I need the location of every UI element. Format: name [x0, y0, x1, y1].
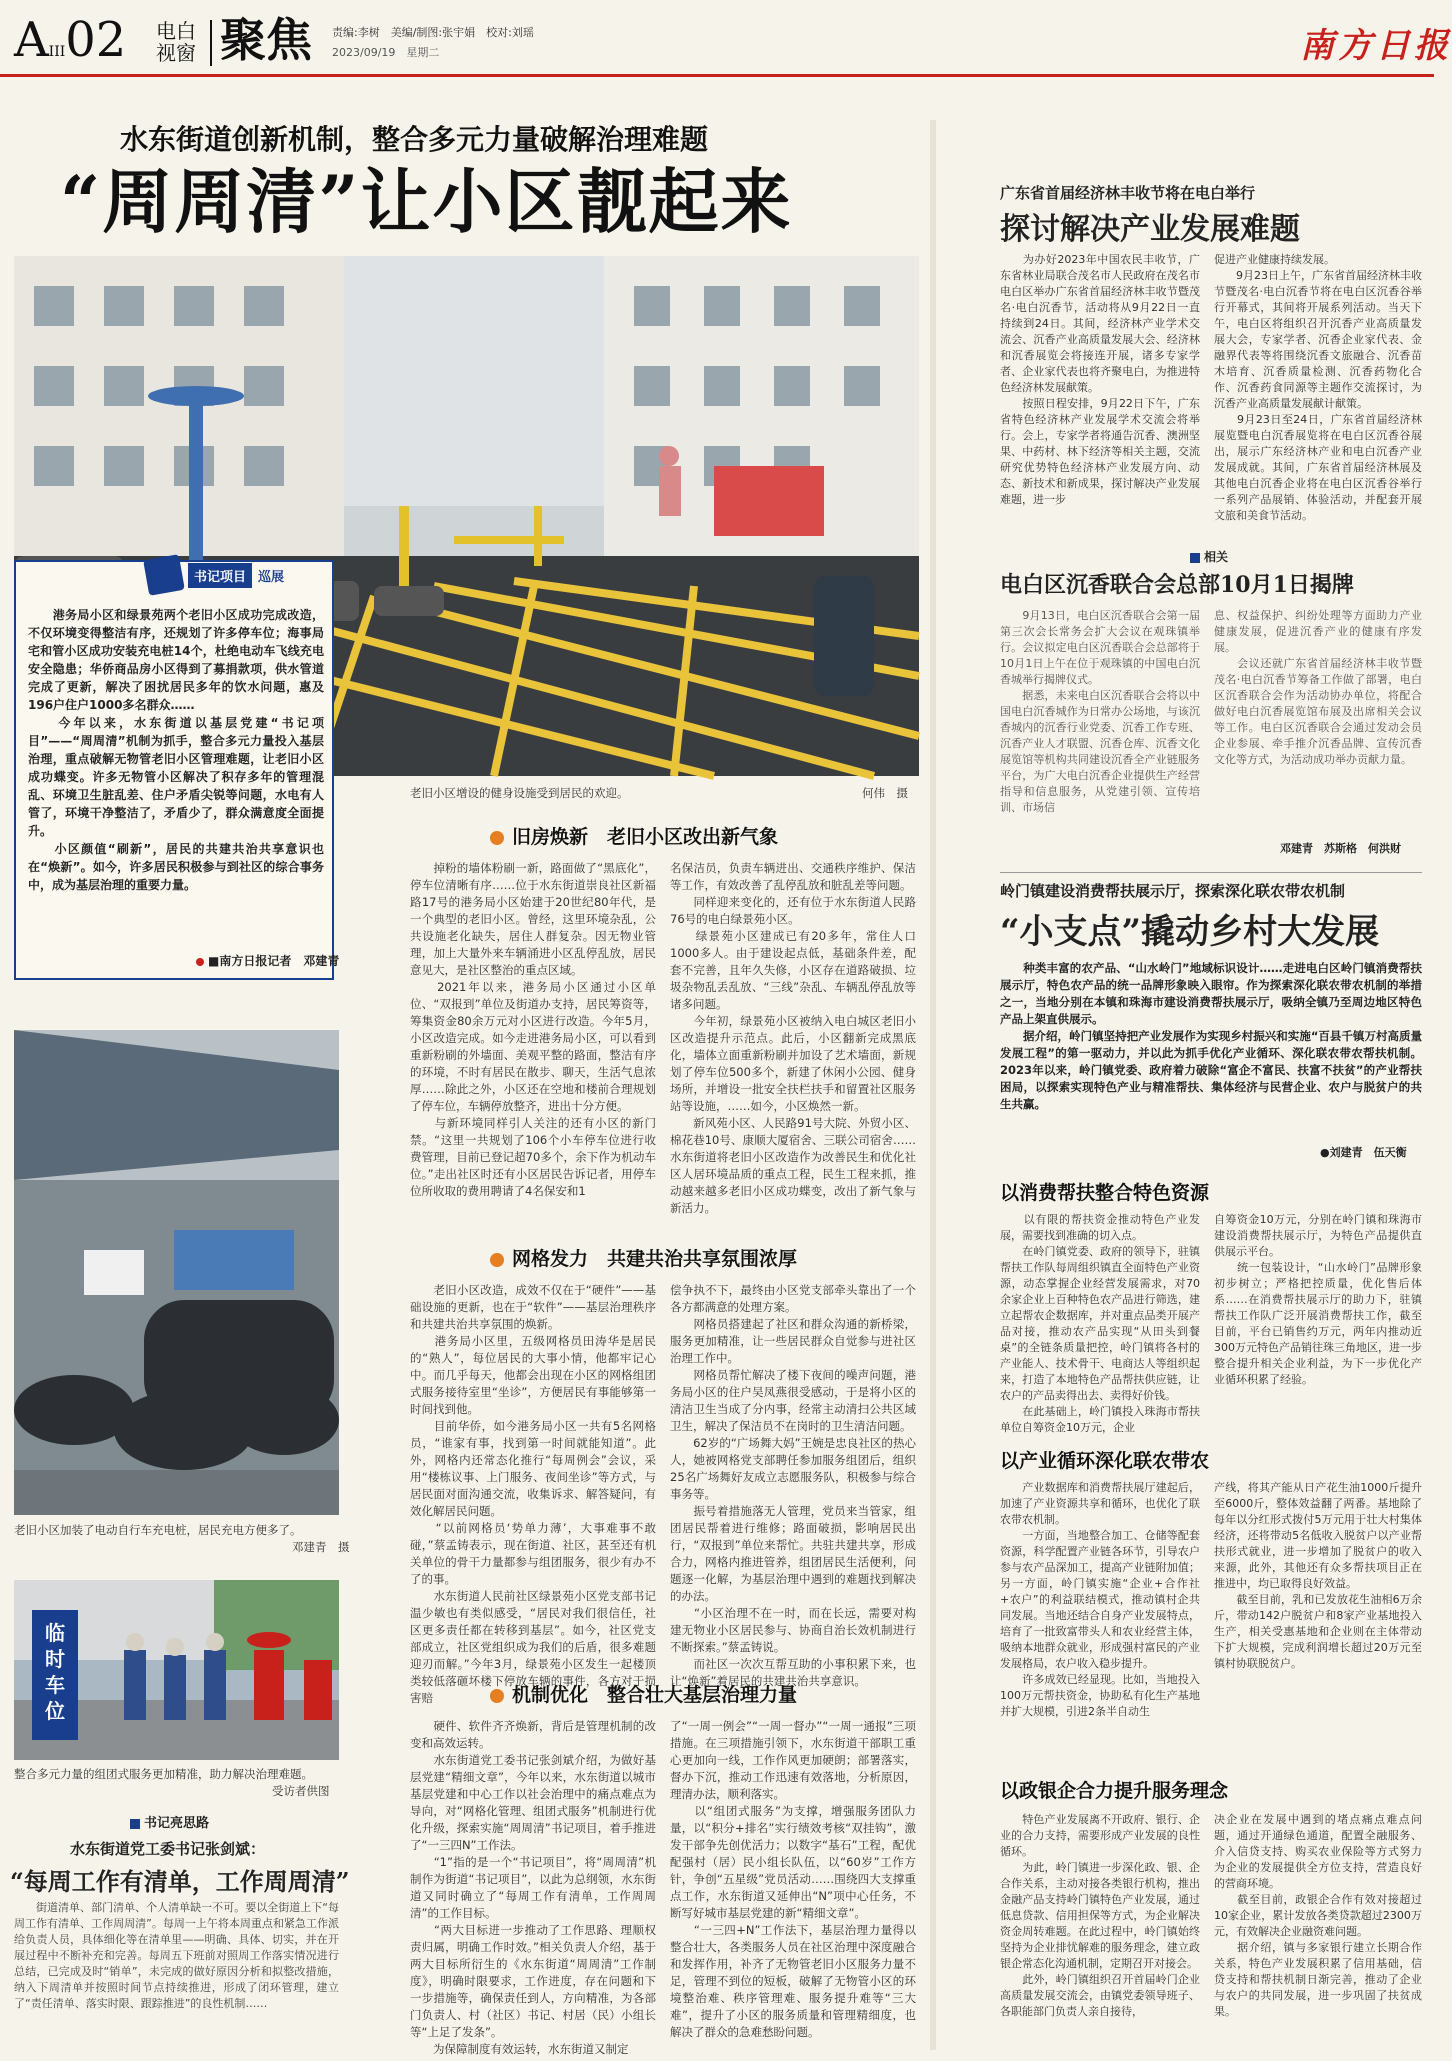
section-divider [210, 20, 212, 66]
photo-volunteers [14, 1580, 339, 1760]
badge [146, 560, 290, 590]
rb-sub3-text-b: 决企业在发展中遇到的堵点痛点难点问题，通过开通绿色通道，配置全融服务、介入信贷支持、购买农业保险等方式努力为企业的发展提供全方位支持，营造良好的营商环境。 截至目前，政银企合作有效对接超过10家企业，累计发放各类贷款超过2300万元，有效解决企业融资难问题。 据介绍，镇与多家银行建立长期合作关系，特色产业发展积累了信用基础，信贷支持和帮扶机制日渐完善，推动了企业与农户的共同发展，进一步巩固了扶贫成果。 [1214, 1813, 1422, 2018]
rb-sub2-text-b: 产线，将其产能从日产花生油1000斤提升至6000斤，整体效益翻了两番。基地除了每年以分红形式拨付5万元用于壮大村集体经济，还将带动5名低收入脱贫户以产业帮扶形式就业，进一步增加了脱贫户的收入来源，此外，其他还有众多帮扶项目正在推进中，均已取得良好效益。 截至目前，乳和已发放花生油相6万余斤，带动142户脱贫户和8家产业基地投入生产，相关受惠基地和企业则在主体带动下扩大规模，完成利润增长超过20万元至镇村协联脱贫户。 [1214, 1481, 1422, 1670]
related-label: 相关 [1190, 548, 1228, 565]
sec3-text-b: 了“一周一例会”“一周一督办”“一周一通报”三项措施。在三项措施引领下，水东街道干部职工重心更加向一线，工作作风更加硬朗；部署落实，督办下沉，推动工作迅速有效落地，分析原因，理清办法，顺利落实。 以“组团式服务”为支撑，增强服务团队力量，以“积分+排名”实行绩效考核“双挂钩”，激发干部争先创优活力；以数字“基石”工程，配优配强村（居）民小组长队伍，以“60岁”工作方针，争创“五星级”党员活动……围绕四大支撑重点工作，水东街道又延伸出“N”项中心任务，不断写好城市基层党建的新“精细文章”。 “一三四+N”工作法下，基层治理力量得以整合壮大，各类服务人员在社区治理中深度融合和发挥作用，补齐了无物管老旧小区服务力量不足，管理不到位的短板，破解了无物管小区的环境整治难、秩序管理难、服务提升难等“三大难”，提升了小区的服务质量和管理精细度，也解决了群众的急难愁盼问题。 [670, 1719, 916, 2039]
rb-sub2-text-a: 产业数据库和消费帮扶展厅建起后，加速了产业资源共享和循环，也优化了联农带农机制。 一方面，当地整合加工、仓储等配套资源，科学配置产业链各环节，引导农户参与农产品深加工，提高产业链附加值；另一方面，岭门镇实施“企业+合作社+农户”的利益联结模式，推动镇村企共同发展。当地还结合自身产业发展特点，培育了一批致富带头人和农业经营主体，吸纳本地群众就业，形成强村富民的产业发展格局，农户收入稳步提升。 许多成效已经显现。比如，当地投入100万元帮扶资金，协助私有化生产基地并扩大规模，引进2条半自动生 [1000, 1481, 1200, 1718]
sec2-title: 网格发力 共建共治共享氛围浓厚 [490, 1244, 797, 1271]
side-headline: “每周工作有清单，工作周周清” [10, 1867, 350, 1896]
photo3-credit: 受访者供图 [272, 1784, 330, 1798]
masthead [0, 0, 1452, 76]
rb-sub1: 以消费帮扶整合特色资源 [1000, 1182, 1210, 1204]
sec2-text-b: 偿争执不下，最终由小区党支部牵头靠出了一个各方都满意的处理方案。 网格员搭建起了社区和群众沟通的新桥梁，服务更加精准，让一些居民群众自觉参与进社区治理工作中。 网格员帮忙解决了楼下夜间的噪声问题，港务局小区的住户吴凤燕很受感动，于是将小区的清洁卫生当成了分内事，经常主动清扫公共区域卫生，解决了保洁员不在岗时的卫生清洁问题。 62岁的“广场舞大妈”王婉是忠良社区的热心人，她被网格党支部聘任参加服务组团后，组织25名广场舞好友成立志愿服务队，积极参与综合事务等。 振号着措施落无人管理，党员来当管家，组团居民帮着进行维修；路面破损，影响居民出行，“双报到”单位来帮忙。共驻共建共享，形成合力，网格内推进管养，组团居民生活便利，问题逐一化解，为基层治理中遇到的难题找到解决的办法。 “小区治理不在一时，而在长远，需要对构建无物业小区居民参与、协商自治长效机制进行不断探索。”蔡孟铸说。 而社区一次次互帮互助的小事积累下来，也让“焕新”着居民的共建共治共享意识。 [670, 1283, 916, 1688]
lead-box [14, 560, 340, 980]
photo1-caption: 老旧小区增设的健身设施受到居民的欢迎。 [410, 786, 629, 800]
lead-byline: ■南方日报记者 邓建青 [196, 952, 339, 969]
rt-kicker: 广东省首届经济林丰收节将在电白举行 [1000, 184, 1256, 202]
byline-dot [196, 958, 204, 966]
photo-charging-image [14, 1030, 339, 1515]
side-text: 街道清单、部门清单、个人清单缺一不可。要以全街道上下“每周工作有清单、工作周周清”。每周一上午将本周重点和紧急工作派给负责人员，具体细化等在清单里——明确、具体、切实，并在开展过程中不断补充和完善。每周五下班前对照周工作落实情况进行总结，已完成及时“销单”，未完成的做好原因分析和拟整改措施，纳入下周清单并按照时间节点持续推进，形成了闭环管理，建立了“责任清单、落实时限、跟踪推进”的良性机制…… [14, 1901, 339, 2010]
rb-byline: ●刘建青 伍天衡 [1320, 1146, 1407, 1159]
rt-headline: 探讨解决产业发展难题 [1000, 212, 1300, 247]
sec2-text-a: 老旧小区改造，成效不仅在于“硬件”——基础设施的更新，也在于“软件”——基层治理秩序和共建共治共享氛围的焕新。 港务局小区里，五级网格员田涛华是居民的“熟人”，每位居民的大事小情，他都牢记心中。而几乎每天，他都会出现在小区的网格组团式服务接待室里“坐诊”，方便居民有事能够第一时间找到他。 目前华侨，如今港务局小区一共有5名网格员，“谁家有事，找到第一时间就能知道”。此外，网格内还常态化推行“每周例会”会议，采用“楼栋议事、上门服务、夜间坐诊”等方式，与居民面对面沟通交流，收集诉求、解答疑问，有效化解居民问题。 “以前网格员‘势单力薄’，大事难事不敢碰，”蔡孟铸表示，现在街道、社区，甚至还有机关单位的骨干力量都参与组团服务，很少有办不了的事。 水东街道人民前社区绿景苑小区党支部书记温少敏也有类似感受，“居民对我们很信任，社区更多责任都在转移到基层”。如今，社区党支部成立，社区党组织成为我们的后盾，很多难题迎刃而解。”今年3月，绿景苑小区发生一起楼顶类较低落砸坏楼下停放车辆的事件，各方对于损害赔 [410, 1283, 656, 1705]
sec1-icon [490, 831, 504, 845]
paper-name: 南方日报 [1300, 26, 1452, 66]
related-mark [1190, 553, 1200, 563]
rb-sub1-text-a: 以有限的帮扶资金推动特色产业发展，需要找到准确的切入点。 在岭门镇党委、政府的领导下，驻镇帮扶工作队每周组织镇直全面特色产业资源，动态掌握企业经营发展需求，对70余家企业上百种特色农产品进行筛选，建立起帮农企数据库，并对重点品类开展产品对接，推动农产品实现“从田头到餐桌”的全链条质量把控，岭门镇将各村的产业能人、技术骨干、电商达人等组织起来，打造了本地特色产品帮扶供应链，让农户的产品卖得出去、卖得好价钱。 在此基础上，岭门镇投入珠海市帮扶单位自筹资金10万元，企业 [1000, 1213, 1200, 1434]
badge-label2: 巡展 [258, 569, 285, 585]
rt-text-b: 促进产业健康持续发展。 9月23日上午，广东省首届经济林丰收节暨茂名·电白沉香节将在电白区沉香谷举行开幕式，其间将开展系列活动。当天下午，电白区将组织召开沉香产业高质量发展大会，专家学者、沉香企业家代表、金融界代表等将围绕沉香文旅融合、沉香苗木培育、沉香质量检测、沉香药物化合作、沉香药食同源等主题作交流探讨，为沉香产业高质量发展献计献策。 9月23日至24日，广东省首届经济林展览暨电白沉香展览将在电白区沉香谷展出，展示广东经济林产业和电白沉香产业发展成就。其间，广东省首届经济林展及其他电白沉香企业将在电白区沉香谷举行一系列产品展销、体验活动，并配套开展文旅和美食节活动。 [1214, 253, 1422, 522]
sec1-text-a: 掉粉的墙体粉刷一新，路面做了“黑底化”，停车位清晰有序……位于水东街道崇良社区新福路17号的港务局小区始建于20世纪80年代，是一个典型的老旧小区。曾经，这里环境杂乱，公共设施老化缺失，居住人群复杂。因无物业管理，加上大量外来车辆涌进小区乱停乱放，居民意见大，是社区整治的重点区域。 2021年以来，港务局小区通过小区单位、“双报到”单位及街道办支持，居民筹资等，筹集资金80余万元对小区进行改造。今年5月，小区改造完成。如今走进港务局小区，可以看到重新粉刷的外墙面、美观平整的路面，整洁有序的环境，不时有居民在散步、聊天，生活气息浓厚……除此之外，小区还在空地和楼前合理规划了停车位，车辆停放整齐，进出十分方便。 与新环境同样引人关注的还有小区的新门禁。“这里一共规划了106个小车停车位进行收费管理，目前已登记超70多个，余下作为机动车位。”走出社区时还有小区居民告诉记者，用停车位所收取的费用聘请了4名保安和1 [410, 861, 656, 1198]
rb-kicker: 岭门镇建设消费帮扶展示厅，探索深化联农带农机制 [1000, 882, 1346, 900]
photo3-caption: 整合多元力量的组团式服务更加精准，助力解决治理难题。 [14, 1767, 313, 1781]
main-kicker: 水东街道创新机制，整合多元力量破解治理难题 [120, 123, 709, 156]
photo-charging-shed [14, 1030, 339, 1515]
date-line: 2023/09/19 星期二 [332, 46, 440, 59]
photo2-caption: 老旧小区加装了电动自行车充电桩，居民充电方便多了。 [14, 1523, 302, 1537]
rt-text-a: 为办好2023年中国农民丰收节，广东省林业局联合茂名市人民政府在茂名市电白区举办广东省首届经济林丰收节暨茂名·电白沉香节，活动将从9月22日一直持续到24日。其间，经济林产业学术交流会、沉香产业高质量发展大会、经济林和沉香展览会将接连开展，诸多专家学者、企业家代表也将齐聚电白，为推进特色经济林发展献策。 按照日程安排，9月22日下午，广东省特色经济林产业发展学术交流会将举行。会上，专家学者将通告沉香、澳洲坚果、中药材、林下经济等相关主题，交流研究优势特色经济林产业发展方向、动态、新技术和新成果，探讨解决产业发展难题，进一步 [1000, 253, 1200, 506]
sec2-icon [490, 1253, 504, 1267]
lead-text: 港务局小区和绿景苑两个老旧小区成功完成改造，不仅环境变得整洁有序，还规划了许多停车位；海事局宅和管小区成功安装充电桩14个，杜绝电动车飞线充电安全隐患；华侨商品房小区得到了募捐款项，供水管道完成了更新，解决了困扰居民多年的饮水问题，惠及196户住户1000多名群众…… 今年以来，水东街道以基层党建“书记项目”——“周周清”机制为抓手，整合多元力量投入基层治理，重点破解无物管老旧小区管理难题，让老旧小区成功蝶变。许多无物管小区解决了积存多年的管理混乱、环境卫生脏乱差、住户矛盾尖锐等问题，水电有人管了，环境干净整洁了，矛盾少了，群众满意度全面提升。 小区颜值“刷新”，居民的共建共治共享意识也在“焕新”。如今，许多居民积极参与到社区的综合事务中，成为基层治理的重要力量。 [28, 608, 324, 892]
sec3-text-a: 硬件、软件齐齐焕新，背后是管理机制的改变和高效运转。 水东街道党工委书记张剑斌介绍，为做好基层党建“精细文章”，今年以来，水东街道以城市基层党建和中心工作以社会治理中的痛点难点为导向，对“网格化管理、组团式服务”机制进行优化升级，探索实施“周周清”书记项目，着手推进了“一三四N”工作法。 “1”指的是一个“书记项目”，将“周周清”机制作为街道“书记项目”，以此为总纲领，水东街道又同时确立了“每周工作有清单，工作周周清”的工作目标。 “两大目标进一步推动了工作思路、理顺权责归属，明确工作时效。”相关负责人介绍，基于两大目标所衍生的《水东街道“周周清”工作制度》，明确时限要求，工作进度，存在问题和下一步措施等，确保责任到人，方向精准，为各部门负责人、村（社区）书记、村居（民）小组长等“上足了发条”。 为保障制度有效运转，水东街道又制定 [410, 1719, 656, 2056]
rb-headline: “小支点”撬动乡村大发展 [1000, 912, 1380, 952]
photo2-credit: 邓建青 摄 [292, 1540, 350, 1554]
column-divider [930, 120, 936, 2050]
side-sub: 水东街道党工委书记张剑斌： [70, 1840, 266, 1858]
temp-parking-sign: 临时车位 [45, 1621, 65, 1723]
section-name: 聚焦 [220, 13, 312, 67]
photo1-credit: 何伟 摄 [862, 786, 908, 800]
sec3-title: 机制优化 整合壮大基层治理力量 [490, 1680, 797, 1707]
rb-sub1-text-b: 自筹资金10万元，分别在岭门镇和珠海市建设消费帮扶展示厅，为特色产品提供直供展示平台。 统一包装设计，“山水岭门”品牌形象初步树立；严格把控质量，优化售后体系……在消费帮扶展示厅的助力下，驻镇帮扶工作队广泛开展消费帮扶工作，截至目前，平台已销售约万元，两年内推动近300万元特色产品销往珠三角地区，进一步整合提升相关企业利益，为下一步优化产业循环积累了经验。 [1214, 1213, 1422, 1386]
credits: 责编:李树 美编/制图:张宇娟 校对:刘瑶 [332, 26, 534, 39]
main-headline: “周周清”让小区靓起来 [60, 160, 793, 243]
rb-sub2: 以产业循环深化联农带农 [1000, 1450, 1210, 1472]
sec1-title: 旧房焕新 老旧小区改出新气象 [490, 822, 778, 849]
related-text-b: 息、权益保护、纠纷处理等方面助力产业健康发展，促进沉香产业的健康有序发展。 会议还就广东省首届经济林丰收节暨茂名·电白沉香节筹备工作做了部署，电白区沉香联合会作为活动协办单位，将配合做好电白沉香展览馆布展及出席相关会议等工作。电白区沉香联合会通过发动会员企业参展、牵手推介沉香品牌、宣传沉香文化等方式，为活动成功举办贡献力量。 [1214, 609, 1422, 766]
page-code: AIII02 [14, 12, 127, 68]
rb-sub3-text-a: 特色产业发展离不开政府、银行、企业的合力支持，需要形成产业发展的良性循环。 为此，岭门镇进一步深化政、银、企合作关系，主动对接各类银行机构，推出金融产品支持岭门镇特色产业发展，通过低息贷款、信用担保等方式，为企业解决资金周转难题。在此过程中，岭门镇始终坚持为企业排忧解难的服务理念，建立政银企常态化沟通机制，定期召开对接会。 此外，岭门镇组织召开首届岭门企业高质量发展交流会，由镇党委领导班子、各职能部门负责人亲自接待， [1000, 1813, 1200, 2018]
related-headline: 电白区沉香联合会总部10月1日揭牌 [1000, 572, 1354, 598]
side-kicker: 书记亮思路 [130, 1812, 209, 1831]
masthead-rule [0, 74, 1434, 77]
sec3-icon [490, 1689, 504, 1703]
rb-sub3: 以政银企合力提升服务理念 [1000, 1780, 1229, 1802]
badge-label: 书记项目 [188, 563, 252, 588]
badge-icon [143, 554, 185, 596]
kicker-mark [130, 1819, 140, 1829]
sec1-text-b: 名保洁员，负责车辆进出、交通秩序维护、保洁等工作，有效改善了乱停乱放和脏乱差等问题。 同样迎来变化的，还有位于水东街道人民路76号的电白绿景苑小区。 绿景苑小区建成已有20多年，常住人口1000多人。由于建设起点低，基础条件差，配套不完善，且年久失修，小区存在道路破损、垃圾杂物乱丢乱放、“三线”杂乱、车辆乱停乱放等诸多问题。 今年初，绿景苑小区被纳入电白城区老旧小区改造提升示范点。此后，小区翻新完成黑底化，墙体立面重新粉刷并加设了艺术墙面，新规划了停车位500多个，新建了休闲小公园、健身场所，并增设一批安全扶栏扶手和留置社区服务站等设施，……如今，小区焕然一新。 新风苑小区、人民路91号大院、外贸小区、棉花巷10号、康顺大厦宿舍、三联公司宿舍……水东街道将老旧小区改造作为改善民生和优化社区人居环境品质的重点工程，民生工程来抓，推动越来越多老旧小区成功蝶变，改出了新气象与新活力。 [670, 861, 916, 1215]
right-separator [1000, 872, 1422, 873]
related-byline: 邓建青 苏斯格 何洪财 [1280, 842, 1401, 855]
section-small: 电白 视窗 [156, 19, 196, 65]
rb-intro: 种类丰富的农产品、“山水岭门”地域标识设计……走进电白区岭门镇消费帮扶展示厅，特色农产品的统一品牌形象映入眼帘。作为探索深化联农带农机制的举措之一，当地分别在本镇和珠海市建设消费帮扶展示厅，吸纳全镇乃至周边地区特色产品上架直供展示。 据介绍，岭门镇坚持把产业发展作为实现乡村振兴和实施“百县千镇万村高质量发展工程”的第一驱动力，并以此为抓手优化产业循环、深化联农带农帮扶机制。2023年以来，岭门镇党委、政府着力破除“富企不富民、扶富不扶贫”的产业帮扶困局，以探索实现特色产业与精准帮扶、集体经济与民营企业、农户与脱贫户的共生共赢。 [1000, 961, 1422, 1111]
related-text-a: 9月13日，电白区沉香联合会第一届第三次会长常务会扩大会议在观珠镇举行。会议拟定电白区沉香联合会总部将于10月1日上午在位于观珠镇的中国电白沉香城举行揭牌仪式。 据悉，未来电白区沉香联合会将以中国电白沉香城作为日常办公场地，与该沉香城内的沉香行业党委、沉香工作专班、沉香产业人才联盟、沉香仓库、沉香文化展览馆等机构共同建设沉香全产业链服务平台，为广大电白沉香企业提供生产经营指导和信息服务，从党建引领、宣传培训、市场信 [1000, 609, 1200, 814]
